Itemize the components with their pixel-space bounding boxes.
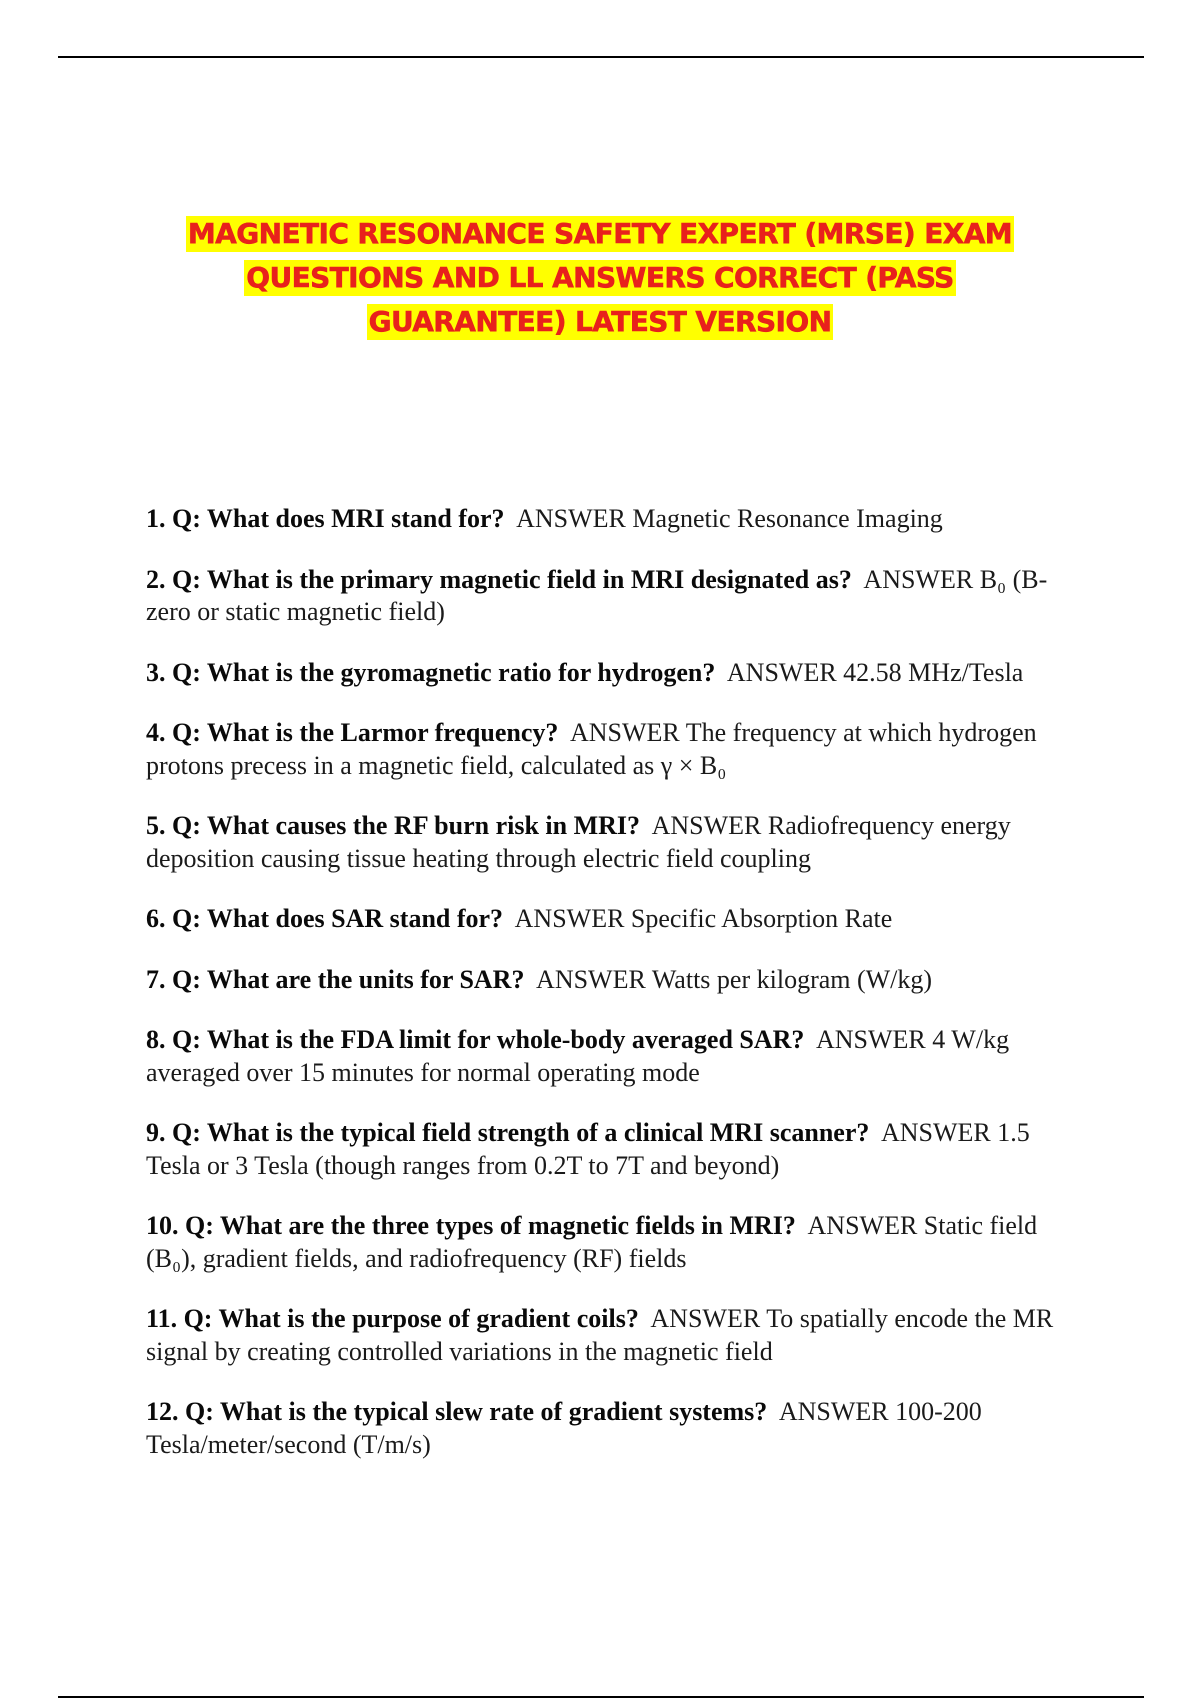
question-text: 7. Q: What are the units for SAR? (146, 964, 525, 994)
qa-item-4 (146, 717, 1066, 782)
answer-text: ANSWER The frequency at which hydrogen protons precess in a magnetic field, calculated as γ × B₀ (146, 718, 1037, 780)
title-line-2: QUESTIONS AND LL ANSWERS CORRECT (PASS (246, 261, 954, 294)
question-text: 3. Q: What is the gyromagnetic ratio for hydrogen? (146, 657, 716, 687)
question-text: 8. Q: What is the FDA limit for whole-body averaged SAR? (146, 1025, 805, 1054)
qa-item-8 (146, 1024, 1066, 1089)
qa-item-11 (146, 1303, 1066, 1368)
answer-text: ANSWER Specific Absorption Rate (514, 904, 893, 933)
title-line-1: MAGNETIC RESONANCE SAFETY EXPERT (MRSE) EXAM (187, 217, 1013, 250)
qa-item-1 (146, 503, 1066, 536)
answer-text: ANSWER To spatially encode the MR signal by creating controlled variations in the magnetic field (146, 1304, 1054, 1366)
qa-item-7 (146, 964, 1066, 997)
qa-item-10 (146, 1210, 1066, 1275)
answer-text: ANSWER 42.58 MHz/Tesla (726, 657, 1024, 687)
question-text: 12. Q: What is the typical slew rate of gradient systems? (146, 1397, 768, 1426)
answer-text: ANSWER Watts per kilogram (W/kg) (536, 964, 933, 994)
question-text: 9. Q: What is the typical field strength of a clinical MRI scanner? (146, 1118, 870, 1147)
qa-item-12 (146, 1396, 1066, 1461)
question-text: 11. Q: What is the purpose of gradient coils? (146, 1304, 639, 1333)
question-text: 1. Q: What does MRI stand for? (146, 504, 505, 533)
qa-item-5 (146, 810, 1066, 875)
qa-item-3 (146, 657, 1066, 690)
top-rule (58, 56, 1144, 58)
question-text: 5. Q: What causes the RF burn risk in MRI? (146, 811, 641, 840)
question-text: 6. Q: What does SAR stand for? (146, 904, 504, 933)
question-text: 10. Q: What are the three types of magnetic fields in MRI? (146, 1211, 796, 1240)
document-title (150, 216, 1050, 348)
answer-text: ANSWER 4 W/kg averaged over 15 minutes for normal operating mode (146, 1025, 1010, 1087)
qa-item-6 (146, 903, 1066, 936)
bottom-rule (58, 1696, 1144, 1698)
qa-item-2 (146, 564, 1066, 629)
qa-item-9 (146, 1117, 1066, 1182)
answer-text: ANSWER Static field (B₀), gradient fields, and radiofrequency (RF) fields (146, 1211, 1038, 1273)
qa-list (146, 503, 1066, 1489)
answer-text: ANSWER 100-200 Tesla/meter/second (T/m/s) (146, 1397, 982, 1459)
title-line-3: GUARANTEE) LATEST VERSION (368, 305, 832, 338)
question-text: 2. Q: What is the primary magnetic field in MRI designated as? (146, 564, 852, 594)
question-text: 4. Q: What is the Larmor frequency? (146, 718, 559, 747)
answer-text: ANSWER Magnetic Resonance Imaging (516, 504, 943, 533)
answer-text: ANSWER B₀ (B-zero or static magnetic field) (146, 564, 1048, 626)
answer-text: ANSWER Radiofrequency energy deposition causing tissue heating through electric field coupling (146, 811, 1011, 873)
answer-text: ANSWER 1.5 Tesla or 3 Tesla (though ranges from 0.2T to 7T and beyond) (146, 1118, 1030, 1180)
